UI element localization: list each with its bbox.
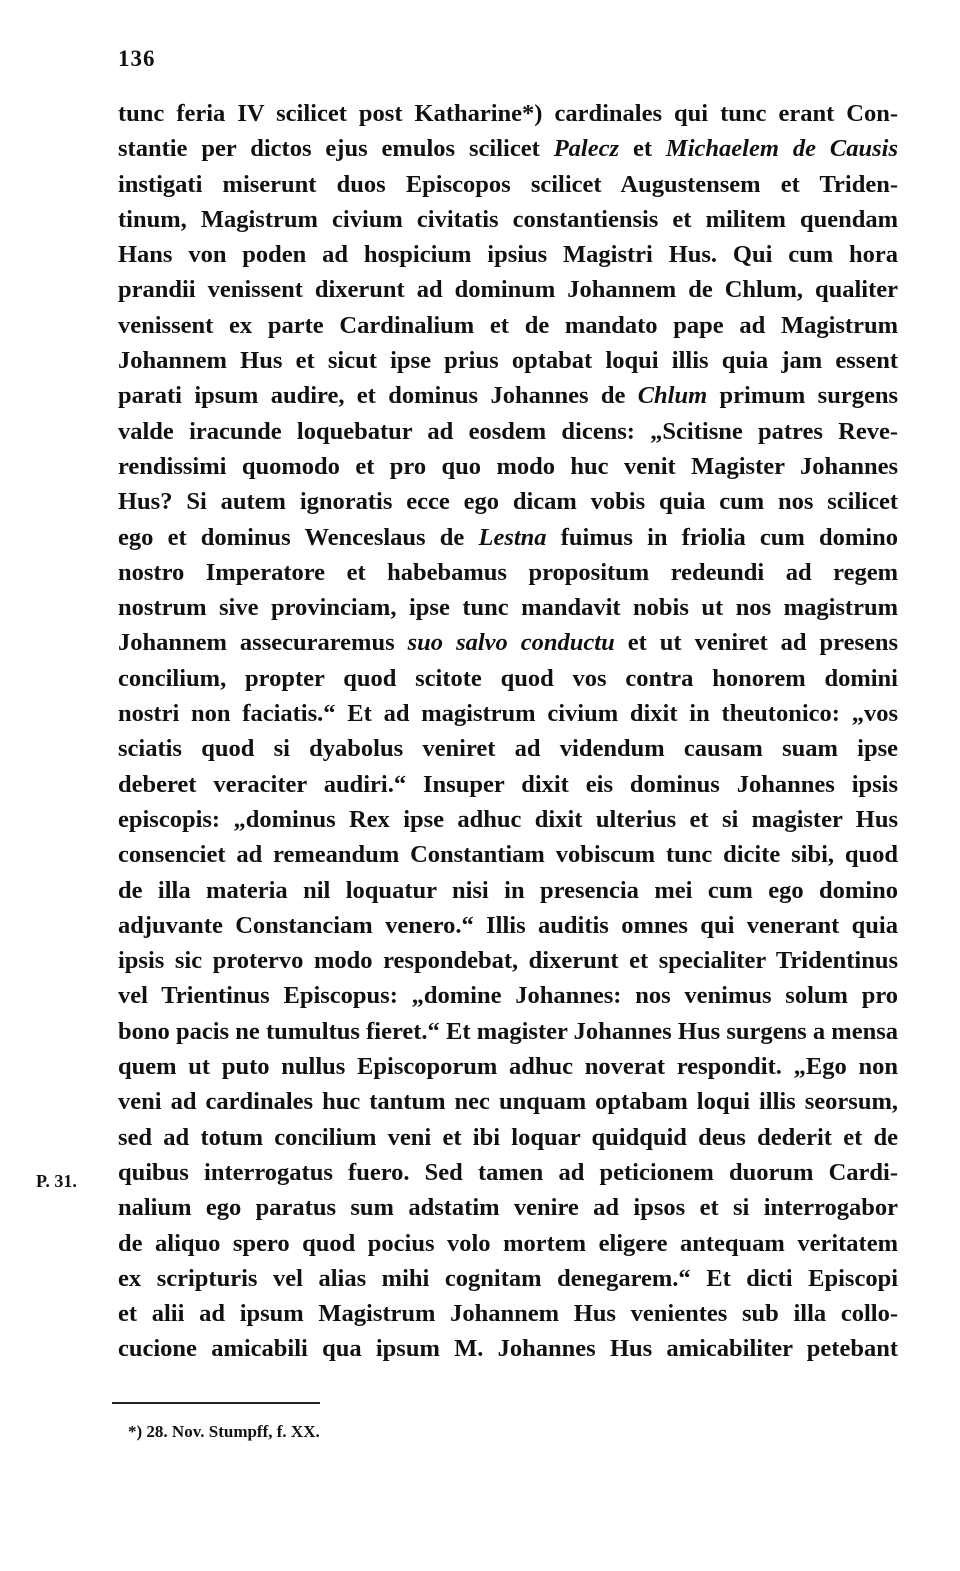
text-line: bono pacis ne tumultus fieret.“ Et magister Johannes Hus surgens a mensa: [118, 1017, 898, 1045]
text-line: valde iracunde loquebatur ad eosdem dicens: „Scitisne patres Reve-: [118, 417, 898, 445]
text-line: venissent ex parte Cardinalium et de mandato pape ad Magistrum: [118, 311, 898, 339]
text-line: ego et dominus Wenceslaus de Lestna fuimus in friolia cum domino: [118, 523, 898, 551]
body-text: [118, 96, 898, 1367]
text-line: concilium, propter quod scitote quod vos contra honorem domini: [118, 664, 898, 692]
text-line: Johannem Hus et sicut ipse prius optabat loqui illis quia jam essent: [118, 347, 898, 375]
text-line: instigati miserunt duos Episcopos scilicet Augustensem et Triden-: [118, 170, 898, 198]
text-line: quibus interrogatus fuero. Sed tamen ad peticionem duorum Cardi-: [118, 1158, 898, 1186]
text-line: nostro Imperatore et habebamus propositum redeundi ad regem: [118, 558, 898, 586]
page-number: 136: [118, 46, 156, 71]
text-line: ex scripturis vel alias mihi cognitam denegarem.“ Et dicti Episcopi: [118, 1264, 898, 1292]
footnote-rule: [112, 1402, 320, 1404]
text-line: nostri non faciatis.“ Et ad magistrum civium dixit in theutonico: „vos: [118, 700, 898, 728]
text-line: sciatis quod si dyabolus veniret ad videndum causam suam ipse: [118, 735, 898, 763]
text-line: nalium ego paratus sum adstatim venire ad ipsos et si interrogabor: [118, 1194, 898, 1222]
text-line: tinum, Magistrum civium civitatis constantiensis et militem quendam: [118, 205, 898, 233]
text-line: consenciet ad remeandum Constantiam vobiscum tunc dicite sibi, quod: [118, 841, 898, 869]
text-line: et alii ad ipsum Magistrum Johannem Hus venientes sub illa collo-: [118, 1300, 898, 1328]
text-line: cucione amicabili qua ipsum M. Johannes Hus amicabiliter petebant: [118, 1335, 898, 1363]
text-line: episcopis: „dominus Rex ipse adhuc dixit ulterius et si magister Hus: [118, 805, 898, 833]
margin-note: P. 31.: [36, 1171, 77, 1191]
text-line: de illa materia nil loquatur nisi in presencia mei cum ego domino: [118, 876, 898, 904]
text-line: prandii venissent dixerunt ad dominum Johannem de Chlum, qualiter: [118, 276, 898, 304]
text-line: deberet veraciter audiri.“ Insuper dixit eis dominus Johannes ipsis: [118, 770, 898, 798]
footnote: *) 28. Nov. Stumpff, f. XX.: [128, 1422, 320, 1441]
text-line: ipsis sic protervo modo respondebat, dixerunt et specialiter Tridentinus: [118, 947, 898, 975]
text-line: nostrum sive provinciam, ipse tunc mandavit nobis ut nos magistrum: [118, 594, 898, 622]
text-line: Johannem assecuraremus suo salvo conductu et ut veniret ad presens: [118, 629, 899, 657]
text-line: Hans von poden ad hospicium ipsius Magistri Hus. Qui cum hora: [118, 241, 898, 269]
text-line: stantie per dictos ejus emulos scilicet Palecz et Michaelem de Causis: [118, 135, 898, 163]
text-line: sed ad totum concilium veni et ibi loquar quidquid deus dederit et de: [118, 1123, 898, 1151]
text-line: parati ipsum audire, et dominus Johannes de Chlum primum surgens: [118, 382, 898, 410]
text-line: tunc feria IV scilicet post Katharine*) cardinales qui tunc erant Con-: [118, 100, 898, 127]
text-line: rendissimi quomodo et pro quo modo huc venit Magister Johannes: [118, 452, 898, 480]
text-line: Hus? Si autem ignoratis ecce ego dicam vobis quia cum nos scilicet: [118, 488, 898, 516]
text-line: quem ut puto nullus Episcoporum adhuc noverat respondit. „Ego non: [118, 1053, 898, 1081]
text-line: vel Trientinus Episcopus: „domine Johannes: nos venimus solum pro: [118, 982, 898, 1010]
text-line: de aliquo spero quod pocius volo mortem eligere antequam veritatem: [118, 1229, 898, 1257]
text-line: veni ad cardinales huc tantum nec unquam optabam loqui illis seorsum,: [118, 1088, 898, 1116]
text-line: adjuvante Constanciam venero.“ Illis auditis omnes qui venerant quia: [118, 911, 898, 939]
